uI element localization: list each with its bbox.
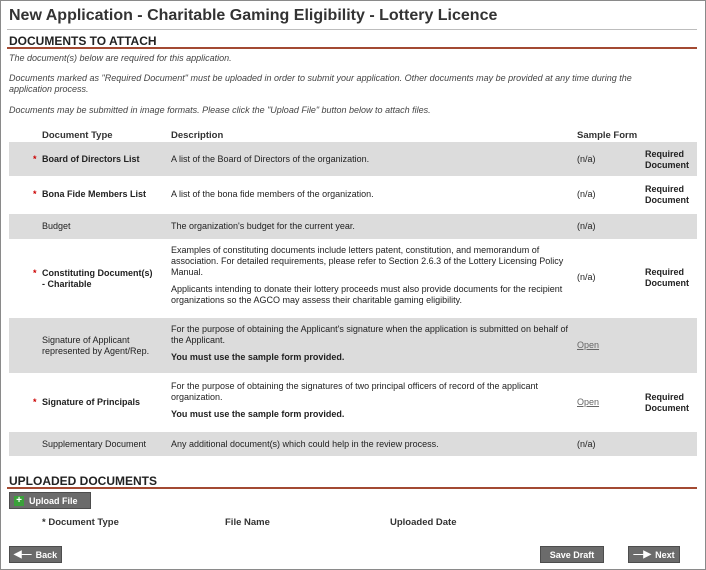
document-row [9,432,697,456]
document-description: The organization's budget for the current year. [171,221,355,231]
description-paragraph: Examples of constituting documents include letters patent, constitution, and memorandum of association. For detailed requirements, please refer to Section 2.6.3 of the Lottery Licensing Policy Manual. [171,245,564,277]
document-row [9,375,697,430]
document-description: Any additional document(s) which could help in the review process. [171,439,439,449]
document-type-line2: represented by Agent/Rep. [42,346,150,356]
uploaded-section-title: UPLOADED DOCUMENTS [9,474,158,488]
col-header-sample: Sample Form [577,130,638,141]
document-description [171,324,571,363]
intro-required: The document(s) below are required for this application. [9,53,232,63]
col-header-type: Document Type [42,130,113,141]
description-paragraph: Applicants intending to donate their lottery proceeds must also provide documents for the recipient organizations so the AGCO may assess their charitable gaming eligibility. [171,284,563,305]
uploaded-col-type: * Document Type [42,517,119,528]
uploaded-col-file: File Name [225,517,270,528]
document-type-line2: - Charitable [42,279,92,289]
sample-form: (n/a) [577,272,596,282]
required-label [645,149,689,171]
document-type [42,268,153,290]
required-label-line2: Document [645,278,690,288]
document-row [9,142,697,176]
required-label-line1: Required [645,184,685,194]
document-row [9,318,697,373]
required-label-line2: Document [645,195,690,205]
document-type: Bona Fide Members List [42,189,147,199]
required-label-line2: Document [645,160,690,170]
required-asterisk: * [33,189,37,199]
sample-form-open-link[interactable]: Open [577,340,600,350]
document-row [9,178,697,212]
document-description: A list of the Board of Directors of the organization. [171,154,370,164]
upload-file-label: Upload File [29,495,78,506]
document-type-line1: Signature of Applicant [42,335,130,345]
document-type: Signature of Principals [42,397,141,407]
document-description: A list of the bona fide members of the organization. [171,189,374,199]
description-note: You must use the sample form provided. [171,409,345,419]
sample-form: (n/a) [577,221,596,231]
document-type: Supplementary Document [42,439,147,449]
uploaded-section-divider [7,487,697,489]
next-label: Next [655,549,675,560]
title-divider [7,29,697,30]
arrow-right-icon: —▶ [633,549,652,560]
intro-required-docs-line1: Documents marked as "Required Document" must be uploaded in order to submit your application. Other documents may be provided at any time during the [9,73,632,83]
required-label-line1: Required [645,392,685,402]
next-button[interactable] [628,546,680,563]
save-draft-label: Save Draft [549,549,595,560]
document-type [42,335,149,357]
plus-icon: + [14,496,24,506]
document-row [9,214,697,239]
document-type: Board of Directors List [42,154,140,164]
page-title: New Application - Charitable Gaming Eligibility - Lottery Licence [9,7,498,24]
sample-form: (n/a) [577,189,596,199]
sample-form: (n/a) [577,154,596,164]
upload-file-button[interactable] [9,492,91,509]
document-type-line1: Constituting Document(s) [42,268,153,278]
intro-required-docs-line2: application process. [9,84,89,94]
back-label: Back [35,549,58,560]
required-asterisk: * [33,397,37,407]
required-label [645,392,689,414]
documents-section-divider [7,47,697,49]
sample-form-open-link[interactable]: Open [577,397,600,407]
description-paragraph: For the purpose of obtaining the signatures of two principal officers of record of the applicant organization. [171,381,539,402]
col-header-description: Description [171,130,224,141]
required-label-line1: Required [645,267,685,277]
description-note: You must use the sample form provided. [171,352,345,362]
uploaded-col-date: Uploaded Date [390,517,457,528]
required-label [645,267,689,289]
intro-formats: Documents may be submitted in image formats. Please click the "Upload File" button below to attach files. [9,105,431,115]
document-row [9,241,697,316]
documents-section-title: DOCUMENTS TO ATTACH [9,34,157,48]
required-asterisk: * [33,268,37,278]
required-label-line1: Required [645,149,685,159]
sample-form: (n/a) [577,439,596,449]
required-label [645,184,689,206]
back-button[interactable] [9,546,62,563]
save-draft-button[interactable] [540,546,604,563]
required-asterisk: * [33,154,37,164]
arrow-left-icon: ◀— [13,549,32,560]
intro-required-docs [9,73,689,95]
required-label-line2: Document [645,403,690,413]
document-description [171,381,571,420]
document-description [171,245,571,306]
description-paragraph: For the purpose of obtaining the Applicant's signature when the application is submitted on behalf of the Applicant. [171,324,568,345]
document-type: Budget [42,221,71,231]
